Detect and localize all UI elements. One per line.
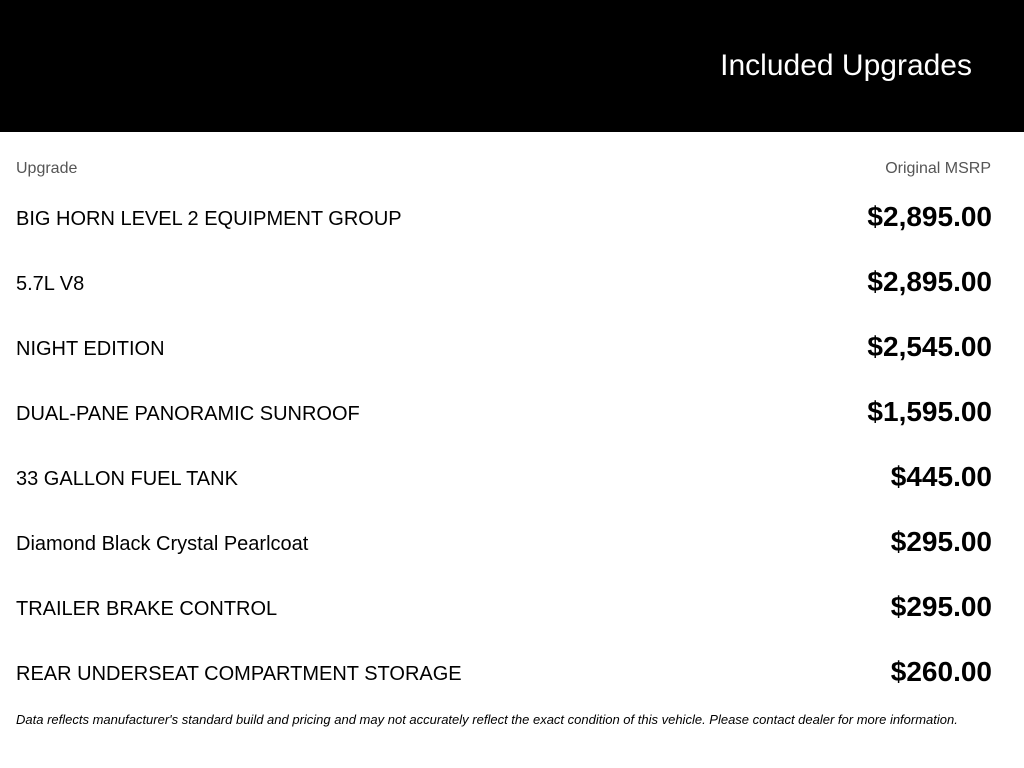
upgrade-price: $2,895.00 bbox=[867, 266, 992, 297]
table-row bbox=[16, 250, 992, 315]
upgrade-name: 5.7L V8 bbox=[16, 273, 85, 295]
upgrade-price: $445.00 bbox=[890, 461, 992, 492]
upgrade-price: $295.00 bbox=[890, 591, 992, 622]
upgrade-name: 33 GALLON FUEL TANK bbox=[16, 468, 238, 490]
upgrade-price: $1,595.00 bbox=[867, 396, 992, 427]
upgrade-name: DUAL-PANE PANORAMIC SUNROOF bbox=[16, 403, 360, 425]
table-row bbox=[16, 575, 992, 640]
header-banner bbox=[0, 0, 1024, 132]
table-row bbox=[16, 445, 992, 510]
upgrade-price: $2,545.00 bbox=[867, 331, 992, 362]
page-title: Included Upgrades bbox=[720, 49, 972, 82]
table-row bbox=[16, 315, 992, 380]
upgrade-name: TRAILER BRAKE CONTROL bbox=[16, 598, 278, 620]
table-row bbox=[16, 185, 992, 250]
column-header-msrp: Original MSRP bbox=[885, 160, 991, 177]
table-row bbox=[16, 510, 992, 575]
column-header-upgrade: Upgrade bbox=[16, 160, 78, 177]
upgrade-name: NIGHT EDITION bbox=[16, 338, 165, 360]
upgrades-list bbox=[16, 185, 992, 705]
upgrade-name: Diamond Black Crystal Pearlcoat bbox=[16, 533, 309, 555]
upgrade-name: BIG HORN LEVEL 2 EQUIPMENT GROUP bbox=[16, 208, 402, 230]
upgrade-price: $260.00 bbox=[890, 656, 992, 687]
upgrade-price: $295.00 bbox=[890, 526, 992, 557]
table-header bbox=[16, 160, 992, 180]
disclaimer-text: Data reflects manufacturer's standard build and pricing and may not accurately reflect the exact condition of this vehicle. Please contact dealer for more information. bbox=[16, 712, 958, 727]
table-row bbox=[16, 380, 992, 445]
table-row bbox=[16, 640, 992, 705]
upgrade-price: $2,895.00 bbox=[867, 201, 992, 232]
upgrade-name: REAR UNDERSEAT COMPARTMENT STORAGE bbox=[16, 663, 462, 685]
